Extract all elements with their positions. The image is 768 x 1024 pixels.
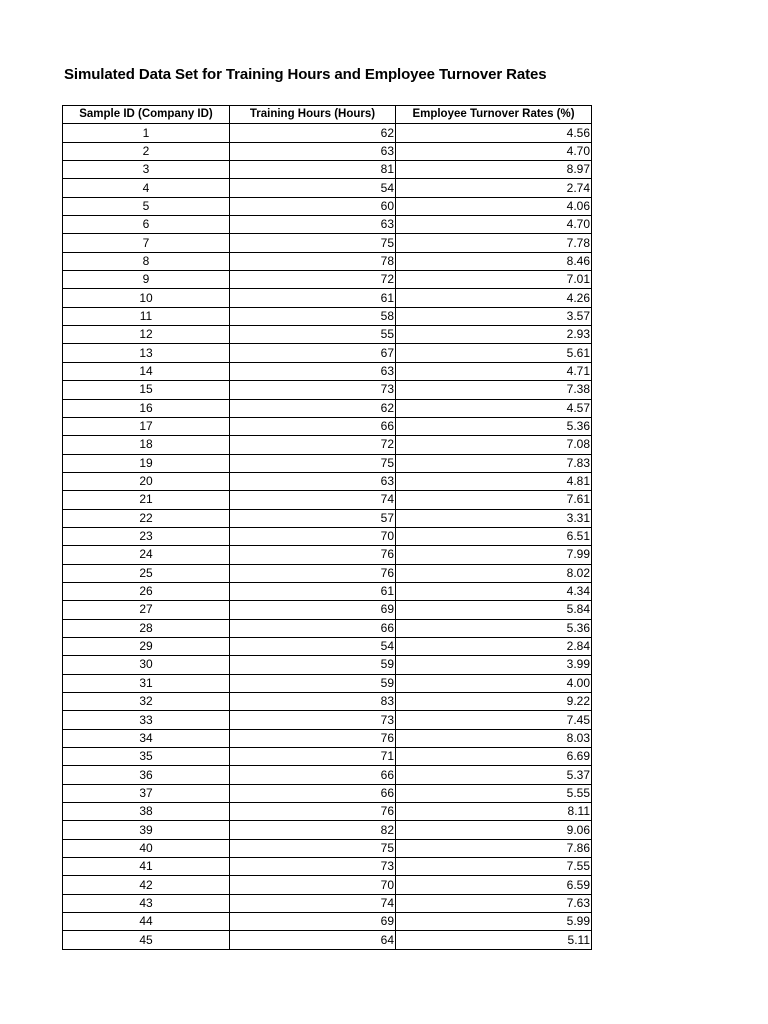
- cell-training-hours: 76: [230, 803, 396, 821]
- cell-training-hours: 70: [230, 876, 396, 894]
- cell-sample-id: 33: [63, 711, 230, 729]
- cell-turnover-rate: 7.63: [396, 894, 592, 912]
- cell-turnover-rate: 4.70: [396, 216, 592, 234]
- cell-training-hours: 75: [230, 454, 396, 472]
- cell-turnover-rate: 4.81: [396, 472, 592, 490]
- cell-turnover-rate: 6.59: [396, 876, 592, 894]
- cell-sample-id: 2: [63, 142, 230, 160]
- table-row: [63, 931, 592, 949]
- table-row: [63, 509, 592, 527]
- cell-training-hours: 60: [230, 197, 396, 215]
- cell-training-hours: 63: [230, 362, 396, 380]
- cell-turnover-rate: 4.06: [396, 197, 592, 215]
- cell-training-hours: 76: [230, 729, 396, 747]
- table-row: [63, 784, 592, 802]
- cell-training-hours: 63: [230, 472, 396, 490]
- cell-training-hours: 54: [230, 179, 396, 197]
- cell-training-hours: 74: [230, 894, 396, 912]
- cell-sample-id: 23: [63, 527, 230, 545]
- cell-sample-id: 9: [63, 271, 230, 289]
- cell-sample-id: 12: [63, 326, 230, 344]
- table-row: [63, 527, 592, 545]
- cell-training-hours: 59: [230, 656, 396, 674]
- cell-sample-id: 24: [63, 546, 230, 564]
- table-row: [63, 417, 592, 435]
- table-row: [63, 454, 592, 472]
- table-row: [63, 326, 592, 344]
- cell-turnover-rate: 9.22: [396, 693, 592, 711]
- cell-training-hours: 69: [230, 913, 396, 931]
- cell-training-hours: 66: [230, 417, 396, 435]
- cell-sample-id: 17: [63, 417, 230, 435]
- cell-training-hours: 74: [230, 491, 396, 509]
- cell-turnover-rate: 5.11: [396, 931, 592, 949]
- table-row: [63, 362, 592, 380]
- cell-training-hours: 67: [230, 344, 396, 362]
- table-row: [63, 564, 592, 582]
- cell-turnover-rate: 7.78: [396, 234, 592, 252]
- cell-sample-id: 29: [63, 637, 230, 655]
- cell-sample-id: 5: [63, 197, 230, 215]
- table-row: [63, 766, 592, 784]
- cell-turnover-rate: 4.34: [396, 582, 592, 600]
- cell-training-hours: 55: [230, 326, 396, 344]
- cell-sample-id: 22: [63, 509, 230, 527]
- cell-turnover-rate: 8.46: [396, 252, 592, 270]
- document-title: Simulated Data Set for Training Hours and Employee Turnover Rates: [64, 66, 547, 83]
- table-row: [63, 491, 592, 509]
- cell-training-hours: 63: [230, 142, 396, 160]
- table-row: [63, 472, 592, 490]
- cell-sample-id: 34: [63, 729, 230, 747]
- cell-training-hours: 61: [230, 582, 396, 600]
- cell-sample-id: 16: [63, 399, 230, 417]
- cell-training-hours: 75: [230, 234, 396, 252]
- table-row: [63, 601, 592, 619]
- table-header-row: [63, 106, 592, 124]
- column-header-turnover-rate: Employee Turnover Rates (%): [396, 106, 592, 124]
- cell-turnover-rate: 5.36: [396, 417, 592, 435]
- cell-turnover-rate: 2.84: [396, 637, 592, 655]
- cell-sample-id: 21: [63, 491, 230, 509]
- table-row: [63, 858, 592, 876]
- table-row: [63, 344, 592, 362]
- table-row: [63, 803, 592, 821]
- table-row: [63, 197, 592, 215]
- cell-turnover-rate: 7.38: [396, 381, 592, 399]
- table-row: [63, 693, 592, 711]
- table-row: [63, 161, 592, 179]
- cell-sample-id: 30: [63, 656, 230, 674]
- cell-turnover-rate: 7.83: [396, 454, 592, 472]
- cell-sample-id: 13: [63, 344, 230, 362]
- cell-training-hours: 70: [230, 527, 396, 545]
- cell-sample-id: 31: [63, 674, 230, 692]
- table-row: [63, 656, 592, 674]
- cell-training-hours: 72: [230, 271, 396, 289]
- cell-sample-id: 35: [63, 748, 230, 766]
- cell-turnover-rate: 4.00: [396, 674, 592, 692]
- cell-training-hours: 72: [230, 436, 396, 454]
- cell-training-hours: 64: [230, 931, 396, 949]
- cell-sample-id: 14: [63, 362, 230, 380]
- cell-training-hours: 73: [230, 381, 396, 399]
- table-row: [63, 436, 592, 454]
- cell-turnover-rate: 4.57: [396, 399, 592, 417]
- table-row: [63, 637, 592, 655]
- cell-training-hours: 66: [230, 784, 396, 802]
- cell-turnover-rate: 7.08: [396, 436, 592, 454]
- cell-sample-id: 4: [63, 179, 230, 197]
- cell-turnover-rate: 7.45: [396, 711, 592, 729]
- cell-sample-id: 10: [63, 289, 230, 307]
- cell-training-hours: 57: [230, 509, 396, 527]
- cell-sample-id: 7: [63, 234, 230, 252]
- table-row: [63, 234, 592, 252]
- cell-training-hours: 54: [230, 637, 396, 655]
- table-body: [63, 124, 592, 949]
- table-row: [63, 913, 592, 931]
- cell-sample-id: 20: [63, 472, 230, 490]
- column-header-training-hours: Training Hours (Hours): [230, 106, 396, 124]
- cell-training-hours: 78: [230, 252, 396, 270]
- cell-turnover-rate: 7.86: [396, 839, 592, 857]
- cell-turnover-rate: 8.02: [396, 564, 592, 582]
- table-row: [63, 894, 592, 912]
- column-header-sample-id: Sample ID (Company ID): [63, 106, 230, 124]
- cell-turnover-rate: 5.99: [396, 913, 592, 931]
- cell-training-hours: 75: [230, 839, 396, 857]
- cell-sample-id: 11: [63, 307, 230, 325]
- cell-sample-id: 1: [63, 124, 230, 142]
- cell-training-hours: 66: [230, 766, 396, 784]
- cell-turnover-rate: 8.03: [396, 729, 592, 747]
- cell-turnover-rate: 5.61: [396, 344, 592, 362]
- table-row: [63, 729, 592, 747]
- cell-turnover-rate: 5.36: [396, 619, 592, 637]
- cell-turnover-rate: 3.31: [396, 509, 592, 527]
- cell-turnover-rate: 6.69: [396, 748, 592, 766]
- cell-training-hours: 76: [230, 546, 396, 564]
- table-row: [63, 142, 592, 160]
- table-row: [63, 252, 592, 270]
- cell-sample-id: 26: [63, 582, 230, 600]
- cell-sample-id: 27: [63, 601, 230, 619]
- cell-sample-id: 19: [63, 454, 230, 472]
- cell-turnover-rate: 7.99: [396, 546, 592, 564]
- cell-turnover-rate: 2.93: [396, 326, 592, 344]
- cell-turnover-rate: 8.97: [396, 161, 592, 179]
- cell-turnover-rate: 2.74: [396, 179, 592, 197]
- cell-sample-id: 15: [63, 381, 230, 399]
- cell-training-hours: 71: [230, 748, 396, 766]
- cell-training-hours: 76: [230, 564, 396, 582]
- cell-turnover-rate: 5.55: [396, 784, 592, 802]
- cell-sample-id: 36: [63, 766, 230, 784]
- cell-training-hours: 58: [230, 307, 396, 325]
- cell-sample-id: 39: [63, 821, 230, 839]
- data-table: [62, 105, 592, 950]
- cell-sample-id: 8: [63, 252, 230, 270]
- cell-turnover-rate: 7.01: [396, 271, 592, 289]
- cell-turnover-rate: 5.37: [396, 766, 592, 784]
- cell-turnover-rate: 4.56: [396, 124, 592, 142]
- cell-sample-id: 6: [63, 216, 230, 234]
- cell-sample-id: 37: [63, 784, 230, 802]
- cell-sample-id: 25: [63, 564, 230, 582]
- cell-training-hours: 61: [230, 289, 396, 307]
- table-row: [63, 124, 592, 142]
- table-row: [63, 711, 592, 729]
- cell-training-hours: 69: [230, 601, 396, 619]
- cell-turnover-rate: 7.61: [396, 491, 592, 509]
- table-row: [63, 619, 592, 637]
- cell-turnover-rate: 6.51: [396, 527, 592, 545]
- cell-turnover-rate: 7.55: [396, 858, 592, 876]
- table-row: [63, 821, 592, 839]
- cell-training-hours: 83: [230, 693, 396, 711]
- cell-sample-id: 28: [63, 619, 230, 637]
- cell-turnover-rate: 3.57: [396, 307, 592, 325]
- table-row: [63, 748, 592, 766]
- cell-sample-id: 40: [63, 839, 230, 857]
- cell-training-hours: 73: [230, 711, 396, 729]
- cell-training-hours: 59: [230, 674, 396, 692]
- cell-turnover-rate: 4.26: [396, 289, 592, 307]
- cell-training-hours: 62: [230, 124, 396, 142]
- cell-training-hours: 62: [230, 399, 396, 417]
- table-row: [63, 582, 592, 600]
- table-row: [63, 674, 592, 692]
- cell-training-hours: 63: [230, 216, 396, 234]
- table-row: [63, 271, 592, 289]
- cell-sample-id: 41: [63, 858, 230, 876]
- cell-turnover-rate: 4.70: [396, 142, 592, 160]
- table-row: [63, 546, 592, 564]
- cell-turnover-rate: 4.71: [396, 362, 592, 380]
- table-row: [63, 399, 592, 417]
- table-row: [63, 179, 592, 197]
- cell-sample-id: 3: [63, 161, 230, 179]
- table-row: [63, 289, 592, 307]
- cell-training-hours: 82: [230, 821, 396, 839]
- cell-sample-id: 43: [63, 894, 230, 912]
- table-row: [63, 216, 592, 234]
- cell-training-hours: 66: [230, 619, 396, 637]
- cell-sample-id: 18: [63, 436, 230, 454]
- cell-sample-id: 32: [63, 693, 230, 711]
- table-row: [63, 876, 592, 894]
- cell-training-hours: 73: [230, 858, 396, 876]
- cell-sample-id: 38: [63, 803, 230, 821]
- cell-turnover-rate: 5.84: [396, 601, 592, 619]
- table-row: [63, 381, 592, 399]
- cell-sample-id: 45: [63, 931, 230, 949]
- cell-sample-id: 42: [63, 876, 230, 894]
- cell-sample-id: 44: [63, 913, 230, 931]
- cell-training-hours: 81: [230, 161, 396, 179]
- cell-turnover-rate: 3.99: [396, 656, 592, 674]
- table-row: [63, 307, 592, 325]
- table-row: [63, 839, 592, 857]
- cell-turnover-rate: 9.06: [396, 821, 592, 839]
- cell-turnover-rate: 8.11: [396, 803, 592, 821]
